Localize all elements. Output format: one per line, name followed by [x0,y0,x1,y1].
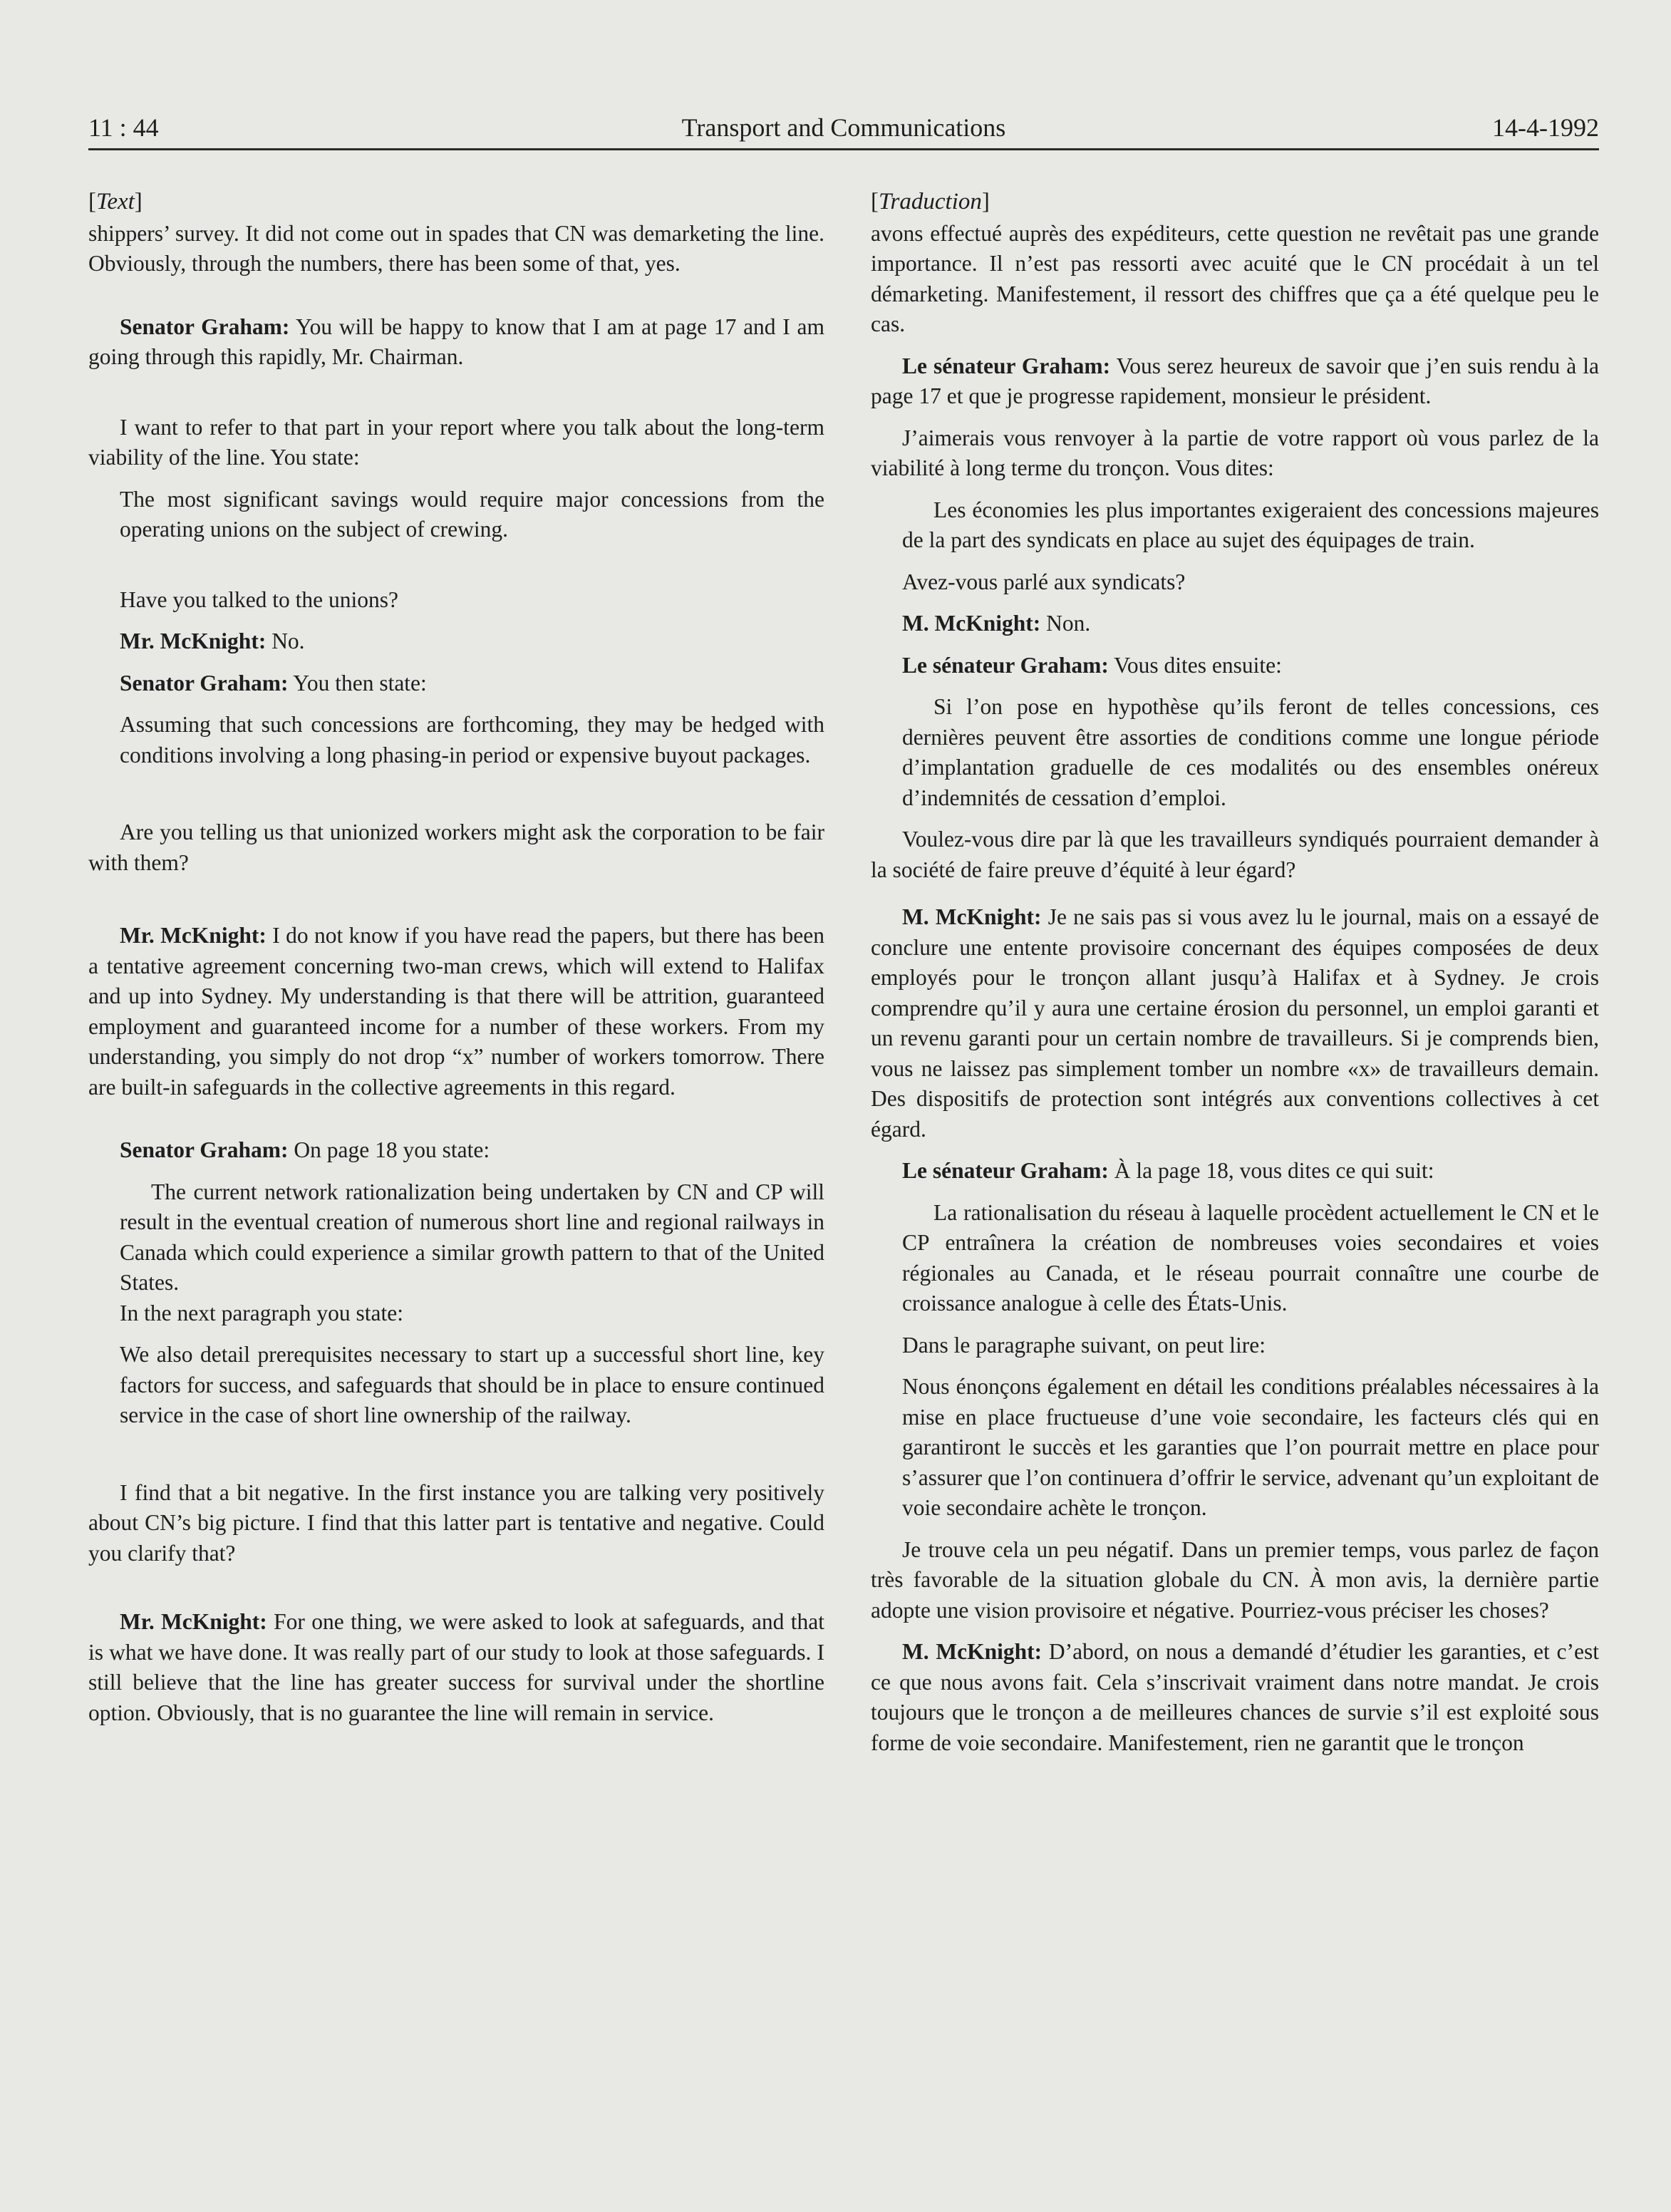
speaker-paragraph: Senator Graham: You then state: [120,670,427,696]
speaker-paragraph: M. McKnight: Je ne sais pas si vous avez lu le journal, mais on a essayé de conclure une entente provisoire concernant des équipes composées de deux employés pour le tronçon allant jusqu’à Halifax et à Sydney. Je crois comprendre qu’il y aura une certaine érosion du personnel, un emploi garanti et un revenu garanti pour un certain nombre de travailleurs. Si je comprends bien, vous ne laissez pas simplement tomber un nombre «x» de travailleurs demain. Des dispositifs de protection sont intégrés aux conventions collectives à cet égard. [871,904,1599,1142]
quotation: Les économies les plus importantes exigeraient des concessions majeures de la part des syndicats en place au sujet des équipages de train. [902,497,1599,552]
paragraph: Have you talked to the unions? [120,586,399,612]
paragraph: avons effectué auprès des expéditeurs, cette question ne revêtait pas une grande importance. Il n’est pas ressorti avec acuité que le CN procédait à un tel démarketing. Manifestement, il ressort des chiffres que ça a été quelque peu le cas. [871,220,1599,336]
speaker-name: Senator Graham: [120,670,289,696]
quotation: Si l’on pose en hypothèse qu’ils feront de telles concessions, ces dernières peuvent être assorties de conditions comme une longue période d’implantation graduelle de ces modalités ou des ensembles onéreux d’indemnités de cessation d’emploi. [902,694,1599,810]
paragraph: I find that a bit negative. In the first instance you are talking very positively about CN’s big picture. I find that this latter part is tentative and negative. Could you clarify that? [88,1479,824,1566]
speaker-paragraph: Le sénateur Graham: À la page 18, vous dites ce qui suit: [902,1158,1434,1183]
paragraph: J’aimerais vous renvoyer à la partie de votre rapport où vous parlez de la viabilité à long terme du tronçon. Vous dites: [871,425,1599,480]
speaker-paragraph: M. McKnight: D’abord, on nous a demandé d’étudier les garanties, et c’est ce que nous avons fait. Cela s’inscrivait vraiment dans notre mandat. Je crois toujours que le tronçon a de meilleures chances de survie s’il est exploité sous forme de voie secondaire. Manifestement, rien ne garantit que le tronçon [871,1639,1599,1755]
quotation: We also detail prerequisites necessary to start up a successful short line, key factors for success, and safeguards that should be in place to ensure continued service in the case of short line ownership of the railway. [120,1342,824,1427]
paragraph: Are you telling us that unionized workers might ask the corporation to be fair with them? [88,820,824,875]
speaker-paragraph: Le sénateur Graham: Vous serez heureux de savoir que j’en suis rendu à la page 17 et que je progresse rapidement, monsieur le président. [871,353,1599,408]
speaker-paragraph: Mr. McKnight: I do not know if you have read the papers, but there has been a tentative agreement concerning two-man crews, which will extend to Halifax and up into Sydney. My understanding is that there will be attrition, guaranteed employment and guaranteed income for a number of these workers. From my understanding, you simply do not drop “x” number of workers tomorrow. There are built-in safeguards in the collective agreements in this regard. [88,923,824,1100]
paragraph: shippers’ survey. It did not come out in spades that CN was demarketing the line. Obviously, through the numbers, there has been some of that, yes. [88,220,824,276]
paragraph: Voulez-vous dire par là que les travailleurs syndiqués pourraient demander à la société de faire preuve d’équité à leur égard? [871,827,1599,882]
page-date: 14-4-1992 [1492,113,1599,142]
paragraph: Je trouve cela un peu négatif. Dans un premier temps, vous parlez de façon très favorable de la situation globale du CN. À mon avis, la dernière partie adopte une vision provisoire et négative. Pourriez-vous préciser les choses? [871,1536,1599,1623]
speaker-name: M. McKnight: [902,904,1042,929]
speaker-paragraph: M. McKnight: Non. [902,611,1091,636]
paragraph: In the next paragraph you state: [120,1300,403,1325]
quotation: The most significant savings would require major concessions from the operating unions on the subject of crewing. [120,486,824,542]
column-label: [Text] [88,189,143,215]
paragraph: Dans le paragraphe suivant, on peut lire: [902,1332,1266,1358]
quotation: The current network rationalization being undertaken by CN and CP will result in the eventual creation of numerous short line and regional railways in Canada which could experience a similar growth pattern to that of the United States. [120,1179,824,1295]
publication-title: Transport and Communications [681,113,1006,142]
speaker-name: M. McKnight: [902,1639,1043,1664]
speaker-name: Senator Graham: [120,314,290,339]
speaker-paragraph: Senator Graham: You will be happy to know that I am at page 17 and I am going through this rapidly, Mr. Chairman. [88,314,825,369]
speaker-paragraph: Mr. McKnight: For one thing, we were asked to look at safeguards, and that is what we have done. It was really part of our study to look at those safeguards. I still believe that the line has greater success for survival under the shortline option. Obviously, that is no guarantee the line will remain in service. [88,1609,824,1725]
speaker-name: Senator Graham: [120,1137,289,1162]
quotation: La rationalisation du réseau à laquelle procèdent actuellement le CN et le CP entraînera la création de nombreuses voies secondaires et voies régionales au Canada, et le réseau pourrait connaître une courbe de croissance analogue à celle des États-Unis. [902,1199,1599,1316]
speaker-name: Le sénateur Graham: [902,652,1109,678]
speaker-name: Le sénateur Graham: [902,353,1111,378]
quotation: Assuming that such concessions are forthcoming, they may be hedged with conditions involving a long phasing-in period or expensive buyout packages. [120,712,824,768]
page-header [88,105,1599,150]
speaker-name: Mr. McKnight: [120,629,267,653]
speaker-paragraph: Senator Graham: On page 18 you state: [120,1137,490,1162]
speaker-name: Mr. McKnight: [120,1609,267,1634]
speaker-paragraph: Mr. McKnight: No. [120,629,305,653]
page-number: 11 : 44 [88,113,159,142]
quotation: Nous énonçons également en détail les conditions préalables nécessaires à la mise en place fructueuse d’une voie secondaire, les facteurs clés qui en garantiront le succès et les garanties que l’on pourrait mettre en place pour s’assurer que l’on continuera d’offrir le service, advenant qu’un exploitant de voie secondaire achète le tronçon. [902,1374,1599,1520]
english-column [88,187,824,1728]
speaker-name: Le sénateur Graham: [902,1158,1109,1183]
speaker-paragraph: Le sénateur Graham: Vous dites ensuite: [902,652,1282,678]
column-label: [Traduction] [871,189,990,215]
paragraph: Avez-vous parlé aux syndicats? [902,569,1186,594]
speaker-name: M. McKnight: [902,611,1041,636]
paragraph: I want to refer to that part in your report where you talk about the long-term viability of the line. You state: [88,414,824,470]
french-column [871,187,1599,1758]
speaker-name: Mr. McKnight: [120,923,267,948]
